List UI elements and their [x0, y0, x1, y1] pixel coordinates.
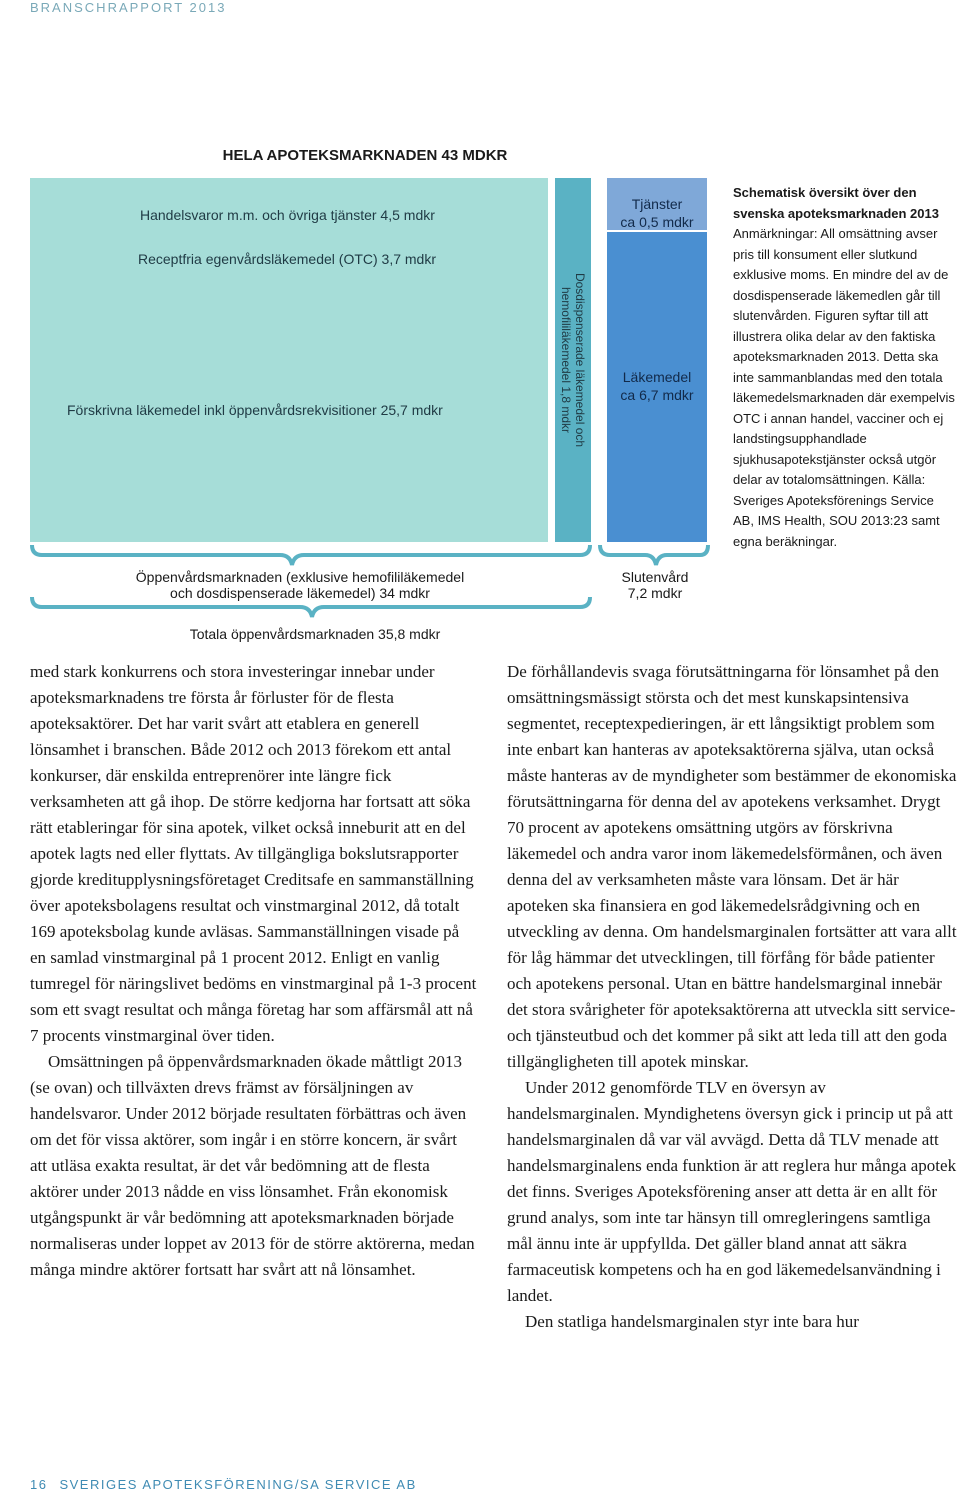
lakemedel-line2: ca 6,7 mdkr: [620, 387, 694, 403]
otc-label: Receptfria egenvårdsläkemedel (OTC) 3,7 mdkr: [138, 251, 437, 267]
pharmacy-segment-block: [30, 178, 548, 542]
report-header-label: BRANSCHRAPPORT 2013: [30, 0, 227, 15]
oppenvard-label: [80, 569, 520, 601]
oppenvard-brace: [32, 545, 590, 565]
tjanster-block: [607, 178, 707, 230]
slutenvard-line2: 7,2 mdkr: [627, 585, 683, 601]
dosdisp-line2: hemofililäkemedel 1,8 mdkr: [559, 286, 573, 434]
publisher-name: SVERIGES APOTEKSFÖRENING/SA SERVICE AB: [59, 1477, 417, 1492]
handelsvaror-label: Handelsvaror m.m. och övriga tjänster 4,5 mdkr: [140, 207, 435, 223]
oppenvard-line2: och dosdispenserade läkemedel) 34 mdkr: [170, 585, 430, 601]
oppenvard-line1: Öppenvårdsmarknaden (exklusive hemofililäkemedel: [135, 569, 465, 585]
tjanster-line1: Tjänster: [631, 196, 683, 212]
totala-label: Totala öppenvårdsmarknaden 35,8 mdkr: [189, 626, 441, 642]
caption-title: Schematisk översikt över den svenska apoteksmarknaden 2013: [733, 185, 939, 221]
slutenvard-label: [600, 569, 710, 601]
lakemedel-line1: Läkemedel: [622, 369, 692, 385]
diagram-caption: [733, 183, 955, 552]
right-paragraph-3: Den statliga handelsmarginalen styr inte bara hur: [525, 1312, 859, 1331]
left-paragraph-2: Omsättningen på öppenvårdsmarknaden ökade måttligt 2013 (se ovan) och tillväxten drevs främst av försäljningen av handelsvaror. Under 2012 började resultaten förbättras och även om det för vissa aktörer, som ingår i en större koncern, är svårt att utläsa exakta resultat, är det vår bedömning att de flesta aktörer under 2013 nådde en viss lönsamhet. Från ekonomisk utgångspunkt är vår bedömning att apoteksmarknaden började normaliseras under loppet av 2013 för de större aktörerna, medan många mindre aktörer fortsatt har svårt att nå lönsamhet.: [30, 1052, 475, 1279]
lakemedel-block: [607, 232, 707, 542]
slutenvard-brace: [600, 545, 708, 565]
page-number: 16: [30, 1477, 48, 1492]
diagram-title: HELA APOTEKSMARKNADEN 43 MDKR: [222, 147, 508, 164]
right-paragraph-1: De förhållandevis svaga förutsättningarna för lönsamhet på den omsättningsmässigt största och det mest kunskapsintensiva segmentet, receptexpedieringen, är ett långsiktigt problem som inte enbart kan hanteras av apoteksaktörerna själva, utan också måste hanteras av de myndigheter som bestämmer de ekonomiska förutsättningarna för denna del av apotekens verksamhet. Drygt 70 procent av apotekens omsättning utgörs av förskrivna läkemedel och andra varor inom läkemedelsförmånen, och även denna del av verksamheten måste vara lönsam. Det är här apoteken ska finansiera en god läkemedelsrådgivning och en utveckling av denna. Om handelsmarginalen fortsätter att vara allt för låg hämmar det utvecklingen, till förfång för både patienter och apotekens personal. Utan en bättre handelsmarginal innebär det stora svårigheter för apoteksaktörerna att utveckla sitt service- och tjänsteutbud och det kommer på sikt att leda till att den goda tillgängligheten till apotek minskar.: [507, 662, 957, 1071]
right-paragraph-2: Under 2012 genomförde TLV en översyn av handelsmarginalen. Myndighetens översyn gick i princip ut på att handelsmarginalen då var väl avvägd. Detta då TLV menade att handelsmarginalens enda funktion är att reglera hur många apotek det finns. Sveriges Apoteksförening anser att detta är en allt för grund analys, som inte tar hänsyn till omregleringens samtliga mål ännu inte är uppfyllda. Det gäller bland annat att säkra farmaceutisk kompetens och ha en god läkemedelsanvändning i landet.: [507, 1078, 957, 1305]
left-text-column: [30, 659, 478, 1283]
slutenvard-line1: Slutenvård: [621, 569, 689, 585]
dosdispenserade-label: [559, 273, 587, 447]
tjanster-line2: ca 0,5 mdkr: [620, 214, 694, 230]
left-paragraph-1: med stark konkurrens och stora investeringar innebar under apoteksmarknadens tre första år förluster för de flesta apoteksaktörer. Det har varit svårt att etablera en generell lönsamhet i branschen. Både 2012 och 2013 förekom ett antal konkurser, där enskilda entreprenörer inte längre fick verksamheten att gå ihop. De större kedjorna har fortsatt att söka rätt etableringar för sina apotek, vilket också inneburit att en del apotek lagts ned eller flyttats. Av tillgängliga bokslutsrapporter gjorde kreditupplysningsföretaget Creditsafe en sammanställning över apoteksbolagens resultat och vinstmarginal 2012, då totalt 169 apoteksbolag kunde avläsas. Sammanställningen visade på en samlad vinstmarginal på 1 procent 2012. Enligt en vanlig tumregel för näringslivet bedöms en vinstmarginal på 1-3 procent som ett svagt resultat och många företag har som affärsmål att nå 7 procents vinstmarginal över tiden.: [30, 662, 477, 1045]
right-text-column: [507, 659, 959, 1335]
caption-body: Anmärkningar: All omsättning avser pris till konsument eller slutkund exklusive moms. En mindre del av de dosdispenserade läkemedlen går till slutenvården. Figuren syftar till att illustrera olika delar av den faktiska apoteksmarknaden 2013. Detta ska inte sammanblandas med den totala läkemedelsmarknaden där exempelvis OTC i annan handel, vacciner och ej landstingsupphandlade sjukhusapotekstjänster också utgör delar av totalomsättningen. Källa: Sveriges Apoteksförenings Service AB, IMS Health, SOU 2013:23 samt egna beräkningar.: [733, 226, 955, 549]
page-footer: [30, 1477, 417, 1492]
dosdisp-line1: Dosdispenserade läkemedel och: [573, 272, 587, 448]
forskrivna-label: Förskrivna läkemedel inkl öppenvårdsrekvisitioner 25,7 mdkr: [67, 402, 443, 418]
